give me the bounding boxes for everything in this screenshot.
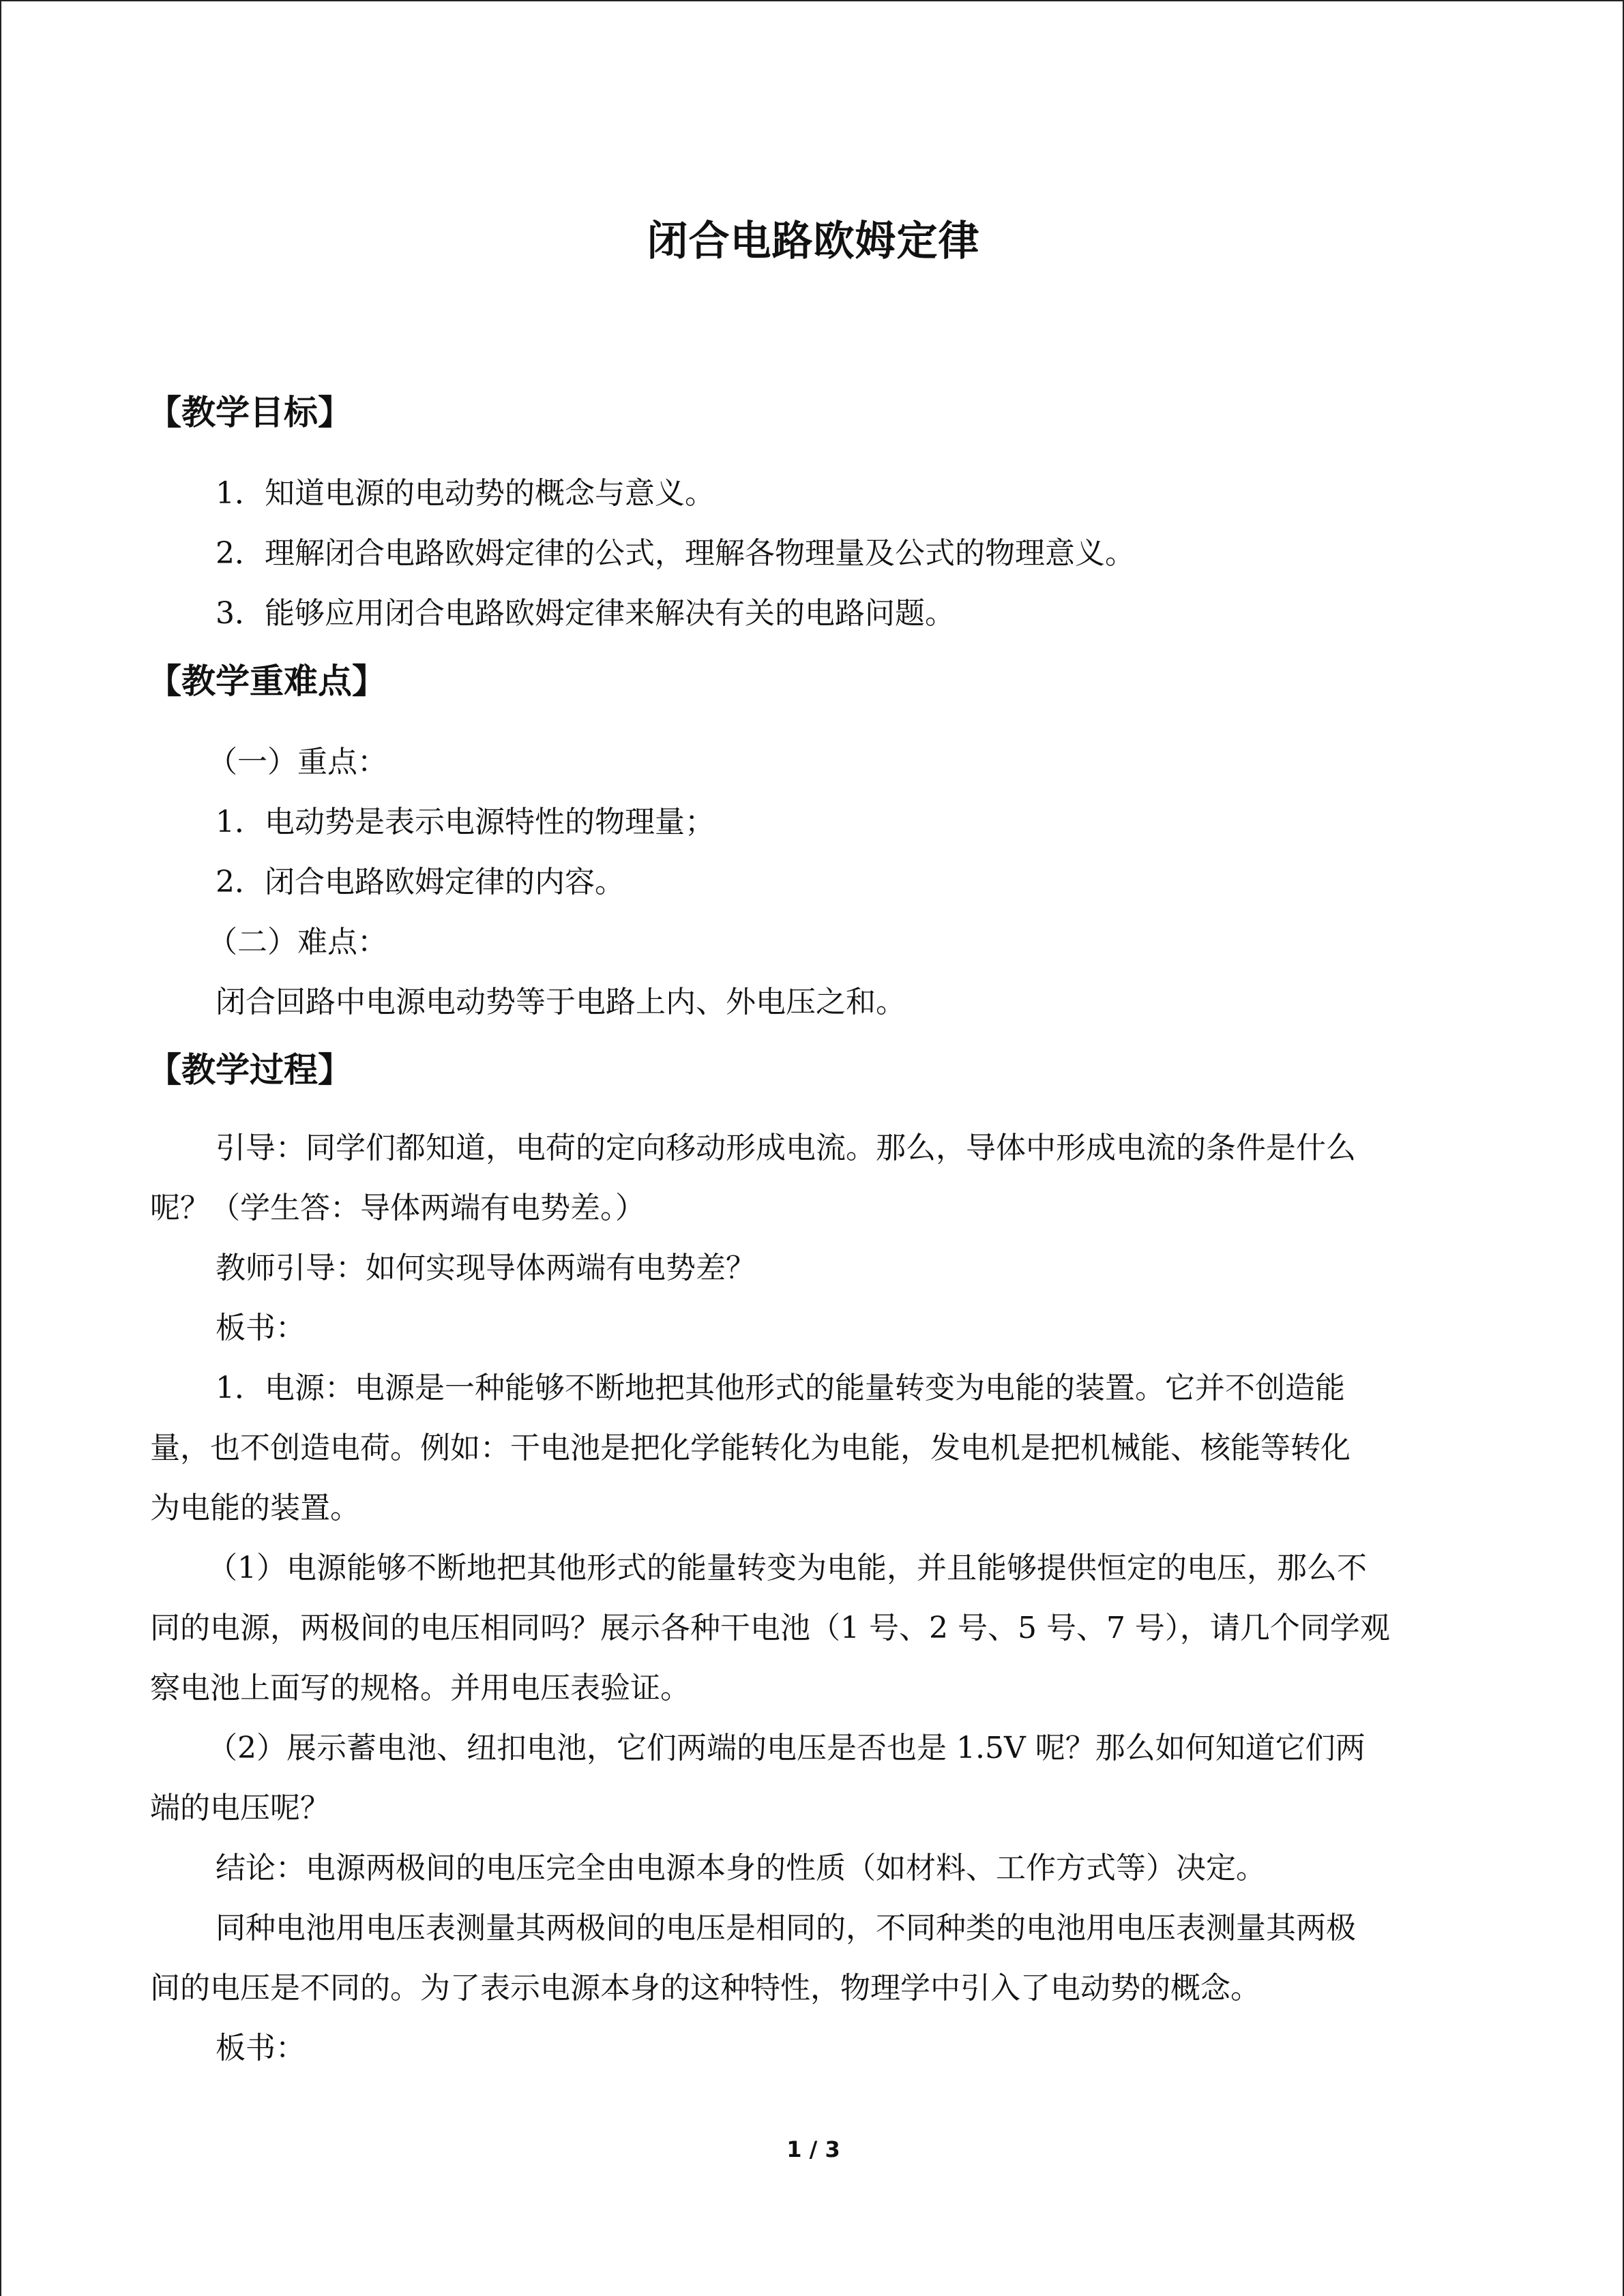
key-points-line: 1．电动势是表示电源特性的物理量； — [216, 805, 715, 839]
page-number: 1 / 3 — [786, 2136, 840, 2162]
process-line: 同的电源，两极间的电压相同吗？展示各种干电池（1 号、2 号、5 号、7 号），请几个同学观 — [150, 1611, 1390, 1645]
process-line: 1．电源：电源是一种能够不断地把其他形式的能量转变为电能的装置。它并不创造能 — [216, 1371, 1345, 1405]
process-line: 呢？（学生答：导体两端有电势差。） — [150, 1191, 645, 1225]
section-heading-key-points: 【教学重难点】 — [147, 661, 386, 701]
key-points-line: 2．闭合电路欧姆定律的内容。 — [216, 865, 625, 899]
key-points-line: （二）难点： — [207, 925, 387, 959]
process-line: 端的电压呢？ — [150, 1791, 330, 1825]
process-line: 为电能的装置。 — [150, 1491, 360, 1525]
section-heading-goals: 【教学目标】 — [147, 393, 352, 432]
process-line: 量，也不创造电荷。例如：干电池是把化学能转化为电能，发电机是把机械能、核能等转化 — [150, 1431, 1350, 1465]
goal-item: 3．能够应用闭合电路欧姆定律来解决有关的电路问题。 — [216, 596, 955, 631]
process-line: 同种电池用电压表测量其两极间的电压是相同的，不同种类的电池用电压表测量其两极 — [216, 1911, 1356, 1945]
process-line: 引导：同学们都知道，电荷的定向移动形成电流。那么，导体中形成电流的条件是什么 — [216, 1131, 1356, 1165]
process-line: 间的电压是不同的。为了表示电源本身的这种特性，物理学中引入了电动势的概念。 — [150, 1971, 1260, 2006]
document-title: 闭合电路欧姆定律 — [647, 218, 980, 265]
process-line: （1）电源能够不断地把其他形式的能量转变为电能，并且能够提供恒定的电压，那么不 — [207, 1551, 1367, 1585]
process-line: 板书： — [216, 1311, 306, 1345]
process-line: （2）展示蓄电池、纽扣电池，它们两端的电压是否也是 1.5V 呢？那么如何知道它们两 — [207, 1731, 1365, 1765]
key-points-line: 闭合回路中电源电动势等于电路上内、外电压之和。 — [216, 985, 906, 1019]
process-line: 教师引导：如何实现导体两端有电势差？ — [216, 1251, 756, 1285]
process-line: 结论：电源两极间的电压完全由电源本身的性质（如材料、工作方式等）决定。 — [216, 1851, 1266, 1885]
goal-item: 2．理解闭合电路欧姆定律的公式，理解各物理量及公式的物理意义。 — [216, 536, 1135, 571]
process-line: 板书： — [216, 2031, 306, 2066]
goal-item: 1．知道电源的电动势的概念与意义。 — [216, 476, 715, 511]
key-points-line: （一）重点： — [207, 745, 387, 779]
process-line: 察电池上面写的规格。并用电压表验证。 — [150, 1671, 690, 1705]
section-heading-process: 【教学过程】 — [147, 1050, 352, 1090]
